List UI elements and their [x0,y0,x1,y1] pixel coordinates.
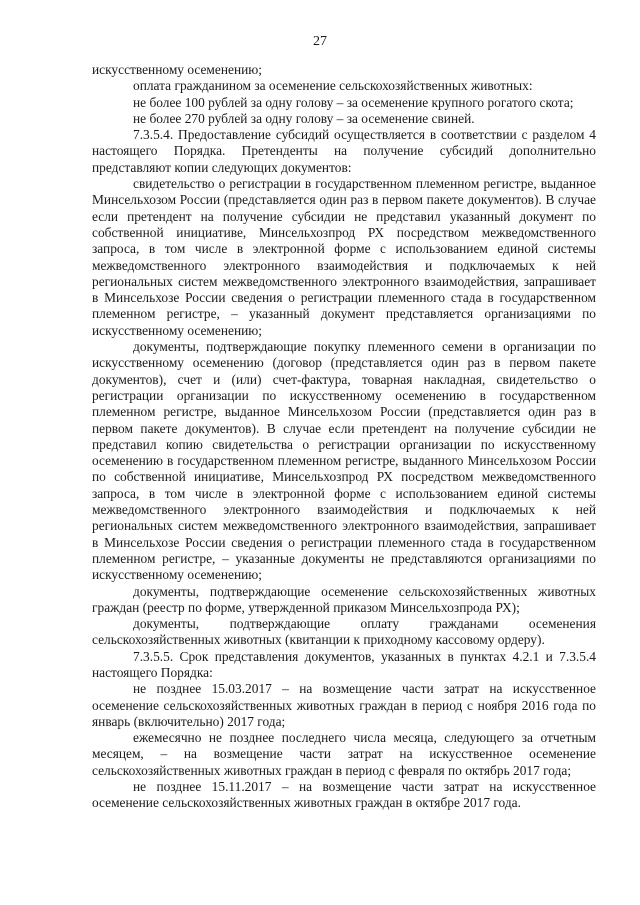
paragraph-deadline-november: не позднее 15.11.2017 – на возмещение части затрат на искусственное осеменение сельскохозяйственных животных граждан в октябре 2017 года. [92,779,596,811]
paragraph-registration-certificate: свидетельство о регистрации в государственном племенном регистре, выданное Минсельхозом России (представляется один раз в первом пакете документов). В случае если претендент на получение субсидии не представил указанный документ по собственной инициативе, Минсельхозпрод РХ посредством межведомственного запроса, в том числе в электронной форме с использованием единой системы межведомственного электронного взаимодействия и подключаемых к ней региональных систем межведомственного электронного взаимодействия, запрашивает в Минсельхозе России сведения о регистрации племенного стада в государственном племенном регистре, – указанный документ представляется организациями по искусственному осеменению; [92,176,596,338]
page-number: 27 [313,34,327,49]
paragraph-pig-rate: не более 270 рублей за одну голову – за осеменение свиней. [133,110,475,126]
document-body [92,62,596,812]
paragraph-continuation: искусственному осеменению; [92,62,262,77]
paragraph-insemination-registry: документы, подтверждающие осеменение сельскохозяйственных животных граждан (реестр по форме, утвержденной приказом Минсельхозпрода РХ); [92,583,596,615]
paragraph-semen-purchase-documents: документы, подтверждающие покупку племенного семени в организации по искусственному осеменению (договор (представляется один раз в первом пакете документов), счет и (или) счет-фактура, товарная накладная, свидетельство о регистрации организации по искусственному осеменению в государственном племенном регистре, выданное Минсельхозом России (представляется один раз в первом пакете документов). В случае если претендент на получение субсидии не представил копию свидетельства о регистрации организации по искусственному осеменению в государственном племенном регистре, выданного Минсельхозом России по собственной инициативе, Минсельхозпрод РХ посредством межведомственного запроса, в том числе в электронной форме с использованием единой системы межведомственного электронного взаимодействия и подключаемых к ней региональных систем межведомственного электронного взаимодействия, запрашивает в Минсельхозе России сведения о регистрации племенного стада в государственном племенном регистре, – указанные документы не представляются организациями по искусственному осеменению; [92,339,596,583]
paragraph-7-3-5-4: 7.3.5.4. Предоставление субсидий осуществляется в соответствии с разделом 4 настоящего Порядка. Претенденты на получение субсидий дополнительно представляют копии следующих документов: [92,127,596,175]
paragraph-payment-receipts: документы, подтверждающие оплату гражданами осеменения сельскохозяйственных животных (квитанции к приходному кассовому ордеру). [92,616,596,648]
paragraph-7-3-5-5: 7.3.5.5. Срок представления документов, указанных в пунктах 4.2.1 и 7.3.5.4 настоящего Порядка: [92,648,596,680]
paragraph-payment-heading: оплата гражданином за осеменение сельскохозяйственных животных: [133,78,533,94]
paragraph-deadline-march: не позднее 15.03.2017 – на возмещение части затрат на искусственное осеменение сельскохозяйственных животных граждан в период с ноября 2016 года по январь (включительно) 2017 года; [92,681,596,729]
paragraph-deadline-monthly: ежемесячно не позднее последнего числа месяца, следующего за отчетным месяцем, – на возмещение части затрат на искусственное осеменение сельскохозяйственных животных граждан в период с февраля по октябрь 2017 года; [92,730,596,778]
paragraph-cattle-rate: не более 100 рублей за одну голову – за осеменение крупного рогатого скота; [133,94,574,110]
